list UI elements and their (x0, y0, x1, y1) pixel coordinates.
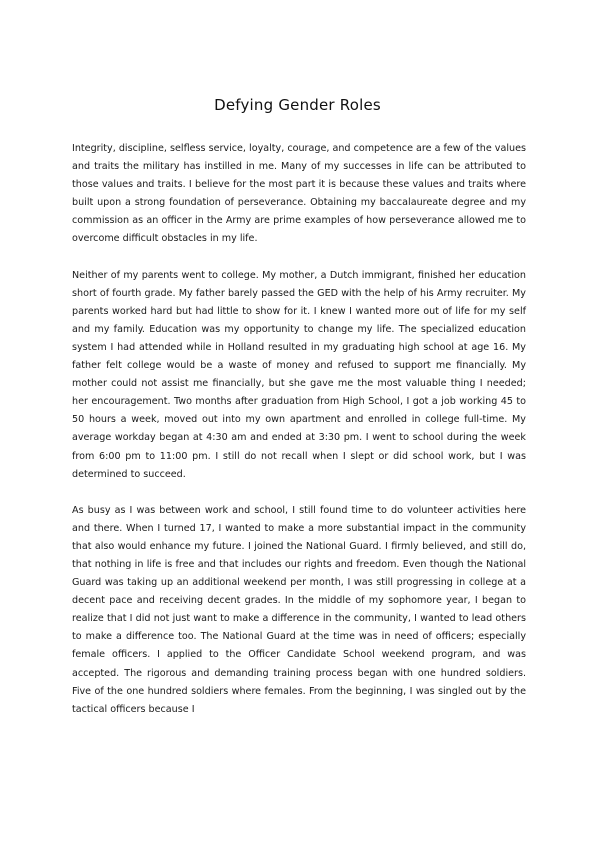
document-body (72, 140, 526, 737)
paragraph-education: Neither of my parents went to college. My mother, a Dutch immigrant, finished her education short of fourth grade. My father barely passed the GED with the help of his Army recruiter. My parents worked hard but had little to show for it. I knew I wanted more out of life for my self and my family. Education was my opportunity to change my life. The specialized education system I had attended while in Holland resulted in my graduating high school at age 16. My father felt college would be a waste of money and refused to support me financially. My mother could not assist me financially, but she gave me the most valuable thing I needed; her encouragement. Two months after graduation from High School, I got a job working 45 to 50 hours a week, moved out into my own apartment and enrolled in college full-time. My average workday began at 4:30 am and ended at 3:30 pm. I went to school during the week from 6:00 pm to 11:00 pm. I still do not recall when I slept or did school work, but I was determined to succeed. (72, 269, 526, 480)
paragraph-national-guard: As busy as I was between work and school, I still found time to do volunteer activities here and there. When I turned 17, I wanted to make a more substantial impact in the community that also would enhance my future. I joined the National Guard. I firmly believed, and still do, that nothing in life is free and that includes our rights and freedom. Even though the National Guard was taking up an additional weekend per month, I was still progressing in college at a decent pace and receiving decent grades. In the middle of my sophomore year, I began to realize that I did not just want to make a difference in the community, I wanted to lead others to make a difference too. The National Guard at the time was in need of officers; especially female officers. I applied to the Officer Candidate School weekend program, and was accepted. The rigorous and demanding training process began with one hundred soldiers. Five of the one hundred soldiers where females. From the beginning, I was singled out by the tactical officers because I (72, 504, 526, 715)
document-title: Defying Gender Roles (214, 96, 381, 114)
paragraph-values: Integrity, discipline, selfless service, loyalty, courage, and competence are a few of the values and traits the military has instilled in me. Many of my successes in life can be attributed to those values and traits. I believe for the most part it is because these values and traits where built upon a strong foundation of perseverance. Obtaining my baccalaureate degree and my commission as an officer in the Army are prime examples of how perseverance allowed me to overcome difficult obstacles in my life. (72, 143, 526, 245)
